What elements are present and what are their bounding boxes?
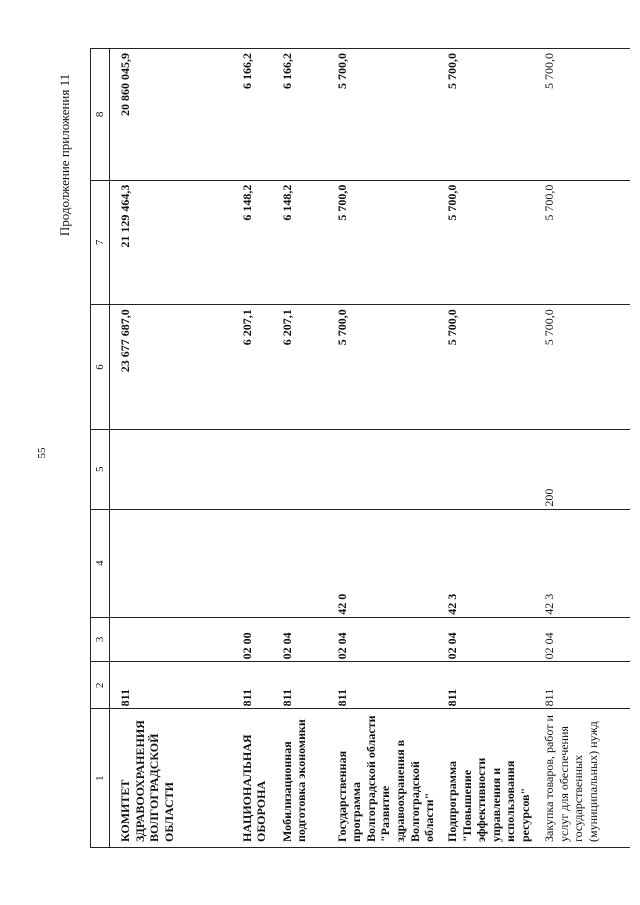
table-row (272, 49, 327, 848)
cell-col-5 (437, 429, 534, 509)
cell-col-8: 20 860 045,9 (110, 49, 232, 181)
cell-col-2: 811 (437, 662, 534, 709)
budget-table-rotated (90, 48, 610, 848)
header-col-2: 2 (91, 662, 110, 709)
cell-col-2: 811 (272, 662, 327, 709)
cell-col-7: 21 129 464,3 (110, 180, 232, 305)
cell-col-2: 811 (327, 662, 437, 709)
cell-col-6: 5 700,0 (437, 305, 534, 430)
row-name: Мобилизационная подготовка экономики (272, 709, 327, 848)
table-row (534, 49, 630, 848)
cell-col-6: 6 207,1 (232, 305, 272, 430)
header-col-8: 8 (91, 49, 110, 181)
cell-col-3: 02 00 (232, 617, 272, 662)
cell-col-5 (272, 429, 327, 509)
cell-col-2: 811 (110, 662, 232, 709)
row-name: КОМИТЕТ ЗДРАВООХРАНЕНИЯ ВОЛГОГРАДСКОЙ ОБЛАСТИ (110, 709, 232, 848)
cell-col-5 (327, 429, 437, 509)
cell-col-5 (110, 429, 232, 509)
header-col-6: 6 (91, 305, 110, 430)
cell-col-8: 5 700,0 (327, 49, 437, 181)
cell-col-7: 5 700,0 (437, 180, 534, 305)
table-row (232, 49, 272, 848)
cell-col-6: 23 677 687,0 (110, 305, 232, 430)
header-col-1: 1 (91, 709, 110, 848)
cell-col-4 (272, 509, 327, 617)
cell-col-8: 5 700,0 (437, 49, 534, 181)
cell-col-7: 5 700,0 (534, 180, 630, 305)
header-col-4: 4 (91, 509, 110, 617)
row-name: НАЦИОНАЛЬНАЯ ОБОРОНА (232, 709, 272, 848)
cell-col-7: 6 148,2 (232, 180, 272, 305)
table-row (110, 49, 232, 848)
header-col-7: 7 (91, 180, 110, 305)
cell-col-3: 02 04 (534, 617, 630, 662)
cell-col-4 (232, 509, 272, 617)
table-row (437, 49, 534, 848)
cell-col-5 (232, 429, 272, 509)
cell-col-2: 811 (534, 662, 630, 709)
table-row (327, 49, 437, 848)
cell-col-3: 02 04 (437, 617, 534, 662)
cell-col-4 (110, 509, 232, 617)
row-name: Государственная программа Волгоградской области "Развитие здравоохранения в Волгоградской области" (327, 709, 437, 848)
cell-col-4: 42 3 (437, 509, 534, 617)
cell-col-8: 6 166,2 (272, 49, 327, 181)
cell-col-4: 42 3 (534, 509, 630, 617)
cell-col-5: 200 (534, 429, 630, 509)
row-name: Закупка товаров, работ и услуг для обеспечения государственных (муниципальных) нужд (534, 709, 630, 848)
cell-col-8: 6 166,2 (232, 49, 272, 181)
budget-table (90, 48, 630, 848)
appendix-continuation-note: Продолжение приложения 11 (57, 73, 72, 237)
cell-col-3: 02 04 (327, 617, 437, 662)
cell-col-7: 6 148,2 (272, 180, 327, 305)
header-col-3: 3 (91, 617, 110, 662)
header-col-5: 5 (91, 429, 110, 509)
header-row (91, 49, 110, 848)
cell-col-2: 811 (232, 662, 272, 709)
cell-col-7: 5 700,0 (327, 180, 437, 305)
cell-col-4: 42 0 (327, 509, 437, 617)
cell-col-8: 5 700,0 (534, 49, 630, 181)
row-name: Подпрограмма "Повышение эффективности управления и использования ресурсов" (437, 709, 534, 848)
cell-col-6: 5 700,0 (327, 305, 437, 430)
cell-col-3 (110, 617, 232, 662)
cell-col-3: 02 04 (272, 617, 327, 662)
cell-col-6: 6 207,1 (272, 305, 327, 430)
cell-col-6: 5 700,0 (534, 305, 630, 430)
page-number: 55 (36, 447, 48, 459)
